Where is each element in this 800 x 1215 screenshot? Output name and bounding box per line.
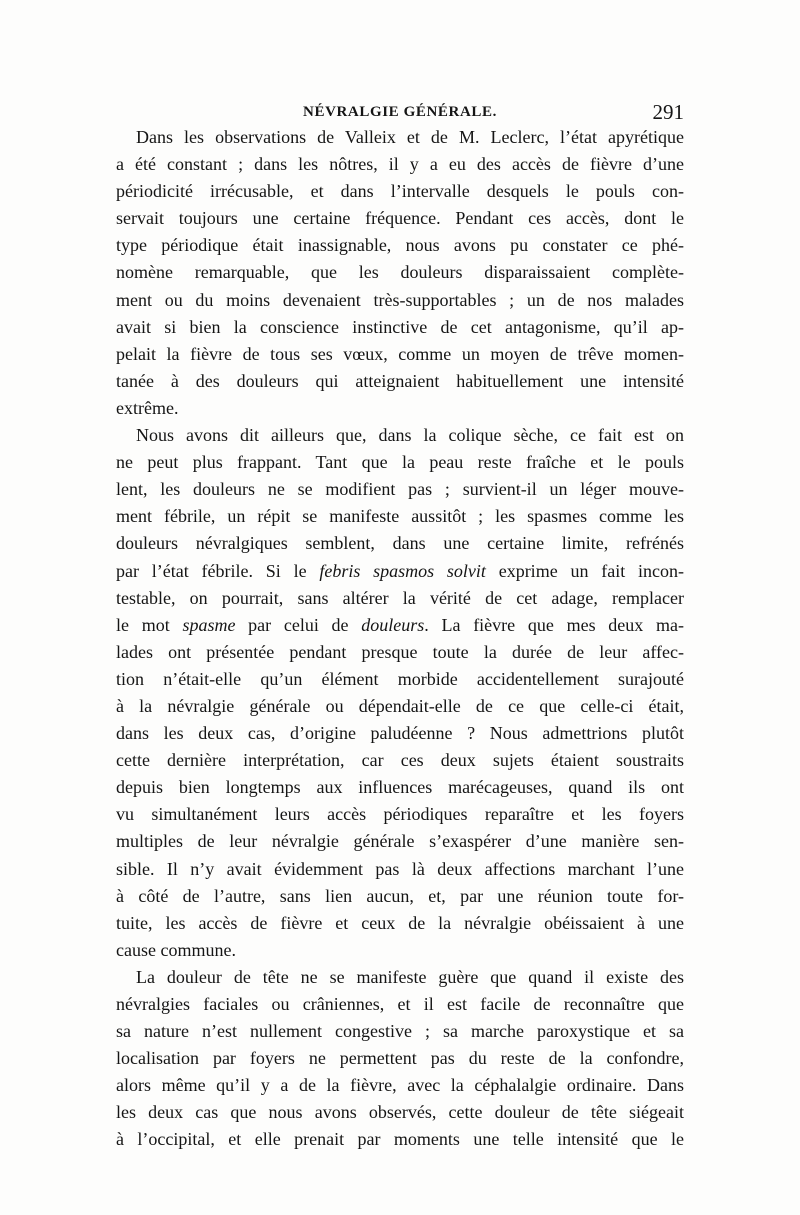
text-line: cause commune. [116,939,236,960]
text-line: testable, on pourrait, sans altérer la vérité de cet adage, remplacer [116,587,684,608]
text-line: avait si bien la conscience instinctive de cet antagonisme, qu’il ap- [116,316,684,337]
text-line: type périodique était inassignable, nous avons pu constater ce phé- [116,235,684,256]
text-line: vu simultanément leurs accès périodiques reparaître et les foyers [116,804,684,825]
text-line: sa nature n’est nullement congestive ; sa marche paroxystique et sa [116,1021,684,1042]
text-line: lent, les douleurs ne se modifient pas ; survient-il un léger mouve- [116,479,684,500]
text-span: . La fièvre que mes deux ma- [424,614,684,635]
page-number: 291 [652,100,684,124]
emphasis-word: douleurs [361,614,425,635]
text-line: à la névralgie générale ou dépendait-elle de ce que celle-ci était, [116,695,684,716]
text-span: exprime un fait incon- [485,560,684,581]
text-span: par celui de [235,614,362,635]
text-line: sible. Il n’y avait évidemment pas là deux affections marchant l’une [116,858,684,879]
running-head [116,100,684,124]
text-line: tion n’était-elle qu’un élément morbide accidentellement surajouté [116,668,684,689]
text-line: tanée à des douleurs qui atteignaient habituellement une intensité [116,370,684,391]
text-line: localisation par foyers ne permettent pas du reste de la confondre, [116,1048,684,1069]
text-line: ne peut plus frappant. Tant que la peau reste fraîche et le pouls [116,452,684,473]
text-line: alors même qu’il y a de la fièvre, avec la céphalalgie ordinaire. Dans [116,1075,684,1096]
text-line: lades ont présentée pendant presque toute la durée de leur affec- [116,641,684,662]
emphasis-word: spasme [182,614,236,635]
text-span: par l’état fébrile. Si le [116,560,320,581]
text-line: cette dernière interprétation, car ces deux sujets étaient soustraits [116,750,684,771]
text-line [116,612,684,639]
latin-quote: febris spasmos solvit [319,560,486,581]
text-span: le mot [116,614,183,635]
text-line: douleurs névralgiques semblent, dans une certaine limite, refrénés [116,533,684,554]
running-title: NÉVRALGIE GÉNÉRALE. [303,104,497,120]
text-line: à côté de l’autre, sans lien aucun, et, par une réunion toute for- [116,885,684,906]
text-line: Nous avons dit ailleurs que, dans la colique sèche, ce fait est on [136,425,684,446]
text-line: multiples de leur névralgie générale s’exaspérer d’une manière sen- [116,831,684,852]
text-line: extrême. [116,397,179,418]
text-line: a été constant ; dans les nôtres, il y a eu des accès de fièvre d’une [116,154,684,175]
text-line: ment fébrile, un répit se manifeste aussitôt ; les spasmes comme les [116,506,684,527]
text-line: Dans les observations de Valleix et de M. Leclerc, l’état apyrétique [136,127,684,147]
text-line: névralgies faciales ou crâniennes, et il est facile de reconnaître que [116,994,684,1014]
text-line: dans les deux cas, d’origine paludéenne ? Nous admettrions plutôt [116,723,684,744]
text-line: ment ou du moins devenaient très-supportables ; un de nos malades [116,289,684,310]
body-text [116,124,684,1154]
text-line: les deux cas que nous avons observés, cette douleur de tête siégeait [116,1102,684,1123]
text-line: périodicité irrécusable, et dans l’intervalle desquels le pouls con- [116,181,684,202]
text-line: La douleur de tête ne se manifeste guère que quand il existe des [136,966,684,987]
text-line: nomène remarquable, que les douleurs disparaissaient complète- [116,262,684,283]
text-line: depuis bien longtemps aux influences marécageuses, quand ils ont [116,777,684,798]
text-line: servait toujours une certaine fréquence. Pendant ces accès, dont le [116,208,684,229]
text-line [116,558,684,585]
text-line: tuite, les accès de fièvre et ceux de la névralgie obéissaient à une [116,912,684,933]
text-line: pelait la fièvre de tous ses vœux, comme un moyen de trêve momen- [116,343,684,364]
text-line: à l’occipital, et elle prenait par moments une telle intensité que le [116,1129,684,1150]
